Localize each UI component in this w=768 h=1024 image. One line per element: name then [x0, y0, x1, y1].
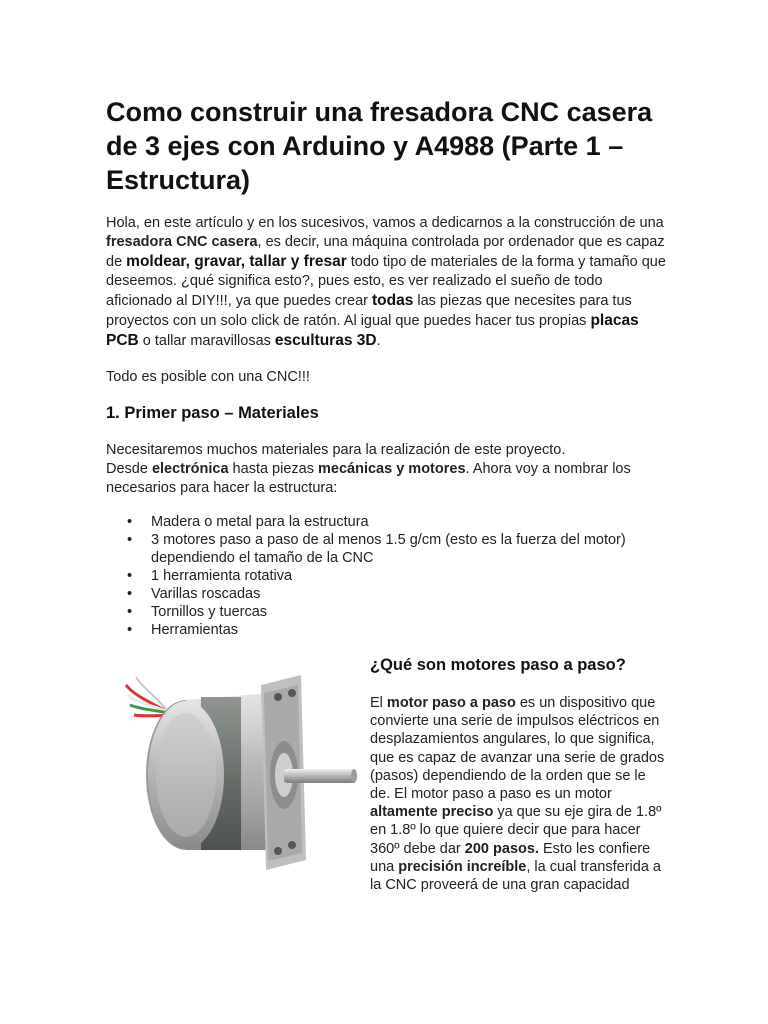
list-item: • Herramientas	[151, 621, 671, 639]
materials-intro-text-4: . Ahora voy a nombrar los necesarios para hacer la estructura:	[106, 461, 631, 496]
materials-intro-text-3: hasta piezas	[228, 461, 319, 477]
intro-text-5: o tallar maravillosas	[138, 333, 275, 349]
materials-intro-text-1: Necesitaremos muchos materiales para la realización de este proyecto.	[106, 442, 566, 458]
stepper-motor-photo	[106, 665, 358, 885]
section-heading-motores: ¿Qué son motores paso a paso?	[370, 656, 626, 674]
materials-intro	[106, 441, 666, 498]
motor-text-1: El	[370, 695, 387, 711]
motor-bold-motor: motor paso a paso	[386, 695, 516, 711]
intro-bold-placas: placas PCB	[106, 312, 639, 349]
intro-text-4: las piezas que necesites para tus proyectos con un solo click de ratón. Al igual que puedes hacer tus propias	[106, 293, 632, 329]
intro-text-3: todo tipo de materiales de la forma y tamaño que deseemos. ¿qué significa esto?, pues esto, es ver realizado el sueño de todo aficionado al DIY!!!, ya que puedes crear	[106, 254, 666, 309]
motor-bold-preciso: altamente preciso	[370, 804, 494, 821]
article-title: Como construir una fresadora CNC casera de 3 ejes con Arduino y A4988 (Parte 1 – Estructura)	[106, 97, 653, 195]
list-item: • Tornillos y tuercas	[151, 603, 671, 621]
intro-bold-moldear: moldear, gravar, tallar y fresar	[126, 253, 347, 270]
list-item: • 3 motores paso a paso de al menos 1.5 g/cm (esto es la fuerza del motor) dependiendo el tamaño de la CNC	[151, 531, 671, 567]
intro-paragraph	[106, 214, 666, 351]
motor-text-2: es un dispositivo que convierte una serie de impulsos eléctricos en desplazamientos angulares, lo que significa, que es capaz de avanzar una serie de grados (pasos) dependiendo de la orden que se le de. El motor paso a paso es un motor	[370, 695, 665, 803]
intro-text-2: , es decir, una máquina controlada por ordenador que es capaz de	[106, 234, 665, 270]
intro-text-1: Hola, en este artículo y en los sucesivos, vamos a dedicarnos a la construcción de una	[106, 215, 664, 231]
motor-bold-pasos: 200 pasos.	[464, 840, 539, 857]
motor-text-5: , la cual transferida a la CNC proveerá de una gran capacidad	[370, 858, 661, 894]
motor-bold-precision: precisión increíble	[398, 858, 527, 875]
list-item: • Madera o metal para la estructura	[151, 513, 671, 531]
materials-list	[106, 513, 671, 639]
section-heading-materiales: 1. Primer paso – Materiales	[106, 404, 319, 422]
materials-bold-electronica: electrónica	[151, 461, 229, 477]
list-item: • Varillas roscadas	[151, 585, 671, 603]
intro-text-6: .	[376, 333, 381, 349]
todo-line: Todo es posible con una CNC!!!	[106, 369, 310, 385]
intro-bold-todas: todas	[372, 292, 414, 309]
intro-bold-fresadora: fresadora CNC casera	[106, 234, 258, 250]
intro-bold-esculturas: esculturas 3D	[274, 332, 377, 349]
materials-intro-text-2: Desde	[106, 461, 152, 477]
motor-text-4: Esto les confiere una	[370, 840, 651, 875]
motor-text-3: ya que su eje gira de 1.8º en 1.8º lo que quiere decir que para hacer 360º debe dar	[370, 804, 662, 857]
materials-bold-mecanicas: mecánicas y motores	[318, 461, 466, 477]
list-item: • 1 herramienta rotativa	[151, 567, 671, 585]
motor-paragraph	[370, 694, 666, 894]
